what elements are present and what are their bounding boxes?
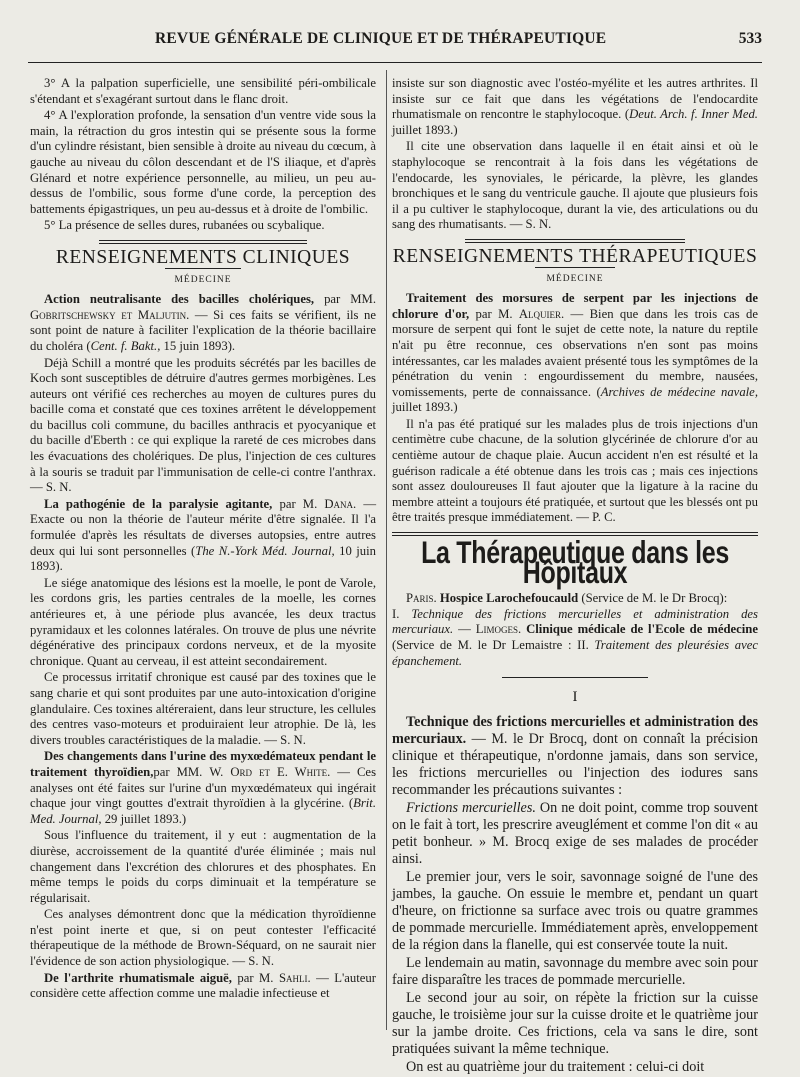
paragraph: Le premier jour, vers le soir, savonnage soigné de l'une des jambes, la gauche. On essuie le membre et, pendant un quart d'heure, on frictionne sa surface avec trois ou quatre grammes de pommade mercurielle. Immédiatement après, enveloppement de la région dans la flanelle, qui est conservée toute la nuit. [392,868,758,953]
journal-title: REVUE GÉNÉRALE DE CLINIQUE ET DE THÉRAPEUTIQUE [155,30,607,47]
article-authors: Dana. [324,496,357,511]
text: — Ces analyses ont été faites sur l'urine d'un myxœdémateux qui ingérait chaque jour vingt gouttes d'extrait thyroïdien à la glycérine. ( [30,764,377,811]
text: par M. [469,306,519,321]
column-divider [386,70,387,1030]
text: par MM. [314,292,376,307]
article-lead: De l'arthrite rhumatismale aiguë, [44,970,232,985]
text: — M. le Dr Brocq, dont on connaît la précision clinique et thérapeutique, n'ordonne jamais, dans son service, les frictions mercurielles ou l'injection des iodures sans recommander les précautions suivantes : [392,730,758,798]
paragraph: Il n'a pas été pratiqué sur les malades plus de trois injections d'un centimètre cube chacune, de la solution glycérinée de chlorure d'or au centième autour de chaque plaie. Aucun accident n'en est résulté et la guérison radicale a été obtenue dans les trois cas ; mais ces injections sont assez douloureuses Il faut ajouter que la ligature à la racine du membre atteint a toujours été pratiquée, et surtout que les blessés ont pu être traités presque immédiatement. — P. C. [392,416,758,525]
institution: Clinique médicale de l'Ecole de médecine [521,622,758,637]
paragraph: Il cite une observation dans laquelle il en était ainsi et où le staphylocoque se rencontrait à la fois dans les végétations de l'endocarde, les synoviales, le péricarde, la plèvre, les glandes bronchiques et le sang du ventricule gauche. Il ajoute que plusieurs fois il a pu cultiver le staphylocoque, durant la vie, des articulations ou du sang des rhumatisants. — S. N. [392,139,758,232]
reference: Cent. f. Bakt., [90,338,161,353]
paragraph: Déjà Schill a montré que les produits sécrétés par les bacilles de Koch sont susceptibles de détruire d'autres germes morbigènes. Les auteurs ont vérifié ces recherches au moyen de cultures pures du bacille coma et constaté que ces toxines arrêtent le développement du bacillus coli commune, du bacilles anthracis et pyocyanique et du bacille d'Eberth : ce qui explique la rareté de ces microbes dans les évacuations des cholériques. De plus, l'injection de ces cultures à la souris se traduit par l'immunisation de celle-ci contre l'anthrax. — S. N. [30,355,376,495]
hospital-section-title: La Thérapeutique dans les Hôpitaux [421,535,729,590]
section-subtitle: MÉDECINE [546,273,604,284]
running-head [0,30,800,52]
article-arthrite [30,971,376,1002]
roman-numeral: I [572,689,578,706]
text: (Service de M. le Dr Brocq): [578,591,728,606]
paragraph: 5° La présence de selles dures, rubanées ou scybalique. [44,218,325,233]
right-column [392,76,758,1077]
article-lead: Traitement des morsures de serpent par les injections de chlorure d'or, [392,291,758,321]
page-number: 533 [738,30,762,47]
article-myxoedeme [30,749,376,827]
text: — Si ces faits se vérifient, ils ne sont point de nature à faciliter l'explication de la théorie bacillaire du choléra ( [30,307,377,353]
article-paralysie [30,497,376,575]
article-serpent [392,291,758,416]
city: Paris. [406,591,437,606]
article-authors: Sahli. [278,970,311,985]
paragraph: 3° A la palpation superficielle, une sensibilité péri-ombilicale s'étendant et s'exagérant surtout dans le flanc droit. [30,76,376,106]
institution: Hospice Larochefoucauld [436,591,579,606]
separator-rule [502,677,648,678]
text: insiste sur son diagnostic avec l'ostéo-myélite et les autres arthrites. Il insiste sur ce fait que dans les végétations de l'endocardite rhumatismale on rencontre le staphylocoque. ( [392,76,758,122]
text: par MM. [153,764,210,779]
double-rule [99,240,307,244]
text: — Bien que dans les trois cas de morsure de serpent qui font le sujet de cette note, la nature du reptile n'ait pu être reconnue, ces observations n'en sont pas moins intéressantes, car les malades avaient présenté tous les symptômes de la pénétration du venin : engourdissement du membre, nausées, vomissements, perte de connaissance. ( [392,306,758,399]
paragraph: Le lendemain au matin, savonnage du membre avec soin pour faire disparaître les traces de pommade mercurielle. [392,954,758,988]
text: — Exacte ou non la théorie de l'auteur mérite d'être signalée. Il l'a formulée d'après les résultats de diverses autopsies, entre autres deux qui lui sont personnelles ( [30,496,377,558]
paragraph: On est au quatrième jour du traitement : celui-ci doit [406,1058,705,1075]
text: On ne doit point, comme trop souvent on le fait à tort, les prescrire aveuglément et comme l'on dit « au petit bonheur. » M. Brocq exige de ses malades de procéder ainsi. [392,799,758,867]
hospital-summary [392,591,758,669]
reference: The N.-York Méd. Journal, [195,543,335,558]
city: — Limoges. [453,622,522,637]
article-lead: Des changements dans l'urine des myxœdémateux pendant le traitement thyroïdien, [30,749,376,779]
text: — L'auteur considère cette affection comme une maladie infectieuse et [30,970,376,1001]
paragraph: Ces analyses démontrent donc que la médication thyroïdienne n'est point inerte et que, si on peut contester l'efficacité thérapeutique de la méthode de Brown-Séquard, on ne saurait nier l'évidence de son action physiologique. — S. N. [30,907,376,969]
topic: Traitement des pleurésies avec épanchement. [392,638,758,668]
paragraph [392,714,758,799]
section-title: RENSEIGNEMENTS CLINIQUES [55,246,351,268]
article-lead: Action neutralisante des bacilles cholériques, [44,292,315,307]
article-authors: W. Ord et E. White. [209,764,331,779]
paragraph: Le siége anatomique des lésions est la moelle, le pont de Varole, les cordons gris, les parties centrales de la moelle, les cornes antérieures et, à une période plus avancée, les deux tractus pyramidaux et les colonnes latérales. On trouve de plus une névrite dégénérative des principaux cordons nerveux, et de la myosite chronique. Quant au cerveau, il est atteint secondairement. [30,575,376,668]
paragraph-continued [392,76,758,138]
paragraph: Le second jour au soir, on répète la friction sur la cuisse gauche, le troisième jour sur la cuisse droite et le quatrième jour sur la jambe droite. Ces frictions, cela va sans le dire, sont pratiquées suivant la même technique. [392,989,758,1057]
paragraph: Sous l'influence du traitement, il y eut : augmentation de la diurèse, accroissement de la quantité d'urée éliminée ; mais nul changement dans l'excrétion des chlorures et des phosphates. En même temps le poids du corps diminuait et la température se régularisait. [30,828,376,905]
double-rule [465,239,685,243]
paragraph [392,800,758,868]
article-authors: Alquier. [518,306,565,321]
text: 15 juin 1893). [160,338,236,353]
reference: Deut. Arch. f. Inner Med. [629,107,758,122]
subheading: Frictions mercurielles. [406,799,536,816]
header-rule [28,62,762,63]
section-header-clinical [30,240,376,288]
paragraph: 4° A l'exploration profonde, la sensation d'un ventre vide sous la main, la rétraction du gros intestin qui se présente sous la forme d'un cylindre résistant, bien sensible à droite au niveau du cœcum, à gauche au niveau du côlon descendant et de l'S iliaque, et d'après Glénard et notre expérience personnelle, au milieu, un peu au-dessus de l'ombilic, sous forme d'une corde, la perception des battements épigastriques, un peu au-dessus et à droite de l'ombilic. [30,108,376,216]
text: juillet 1893.) [392,400,458,415]
article-lead: Technique des frictions mercurielles et administration des mercuriaux. [392,713,758,747]
text: juillet 1893.) [392,122,458,137]
text: 10 juin 1893). [30,543,376,574]
text: I. [392,606,412,621]
article-authors: Gobritschewsky et Maljutin. [30,307,190,322]
reference: Brit. Med. Journal, [30,796,376,826]
text: (Service de M. le Dr Lemaistre : II. [392,638,595,652]
article-cholera [30,292,376,354]
reference: Archives de médecine navale, [600,384,758,399]
left-column [30,76,376,1003]
hospital-article [392,714,758,1076]
section-subtitle: MÉDECINE [174,274,232,285]
topic: Technique des frictions mercurielles et administration des mercuriaux. [392,606,758,637]
text: par M. [231,970,279,985]
paragraph: Ce processus irritatif chronique est causé par des toxines que le sang charie et qui sont produites par une auto-intoxication d'origine glandulaire. Ces toxines altéreraient, dans leur structure, les cellules des centres vaso-moteurs et produiraient leur atrophie. De là, les divers troubles caractéristiques de la maladie. — S. N. [30,670,376,747]
text: 29 juillet 1893.) [101,811,187,826]
section-title: RENSEIGNEMENTS THÉRAPEUTIQUES [392,245,758,267]
text: par M. [272,496,325,511]
section-header-therapeutic [392,239,758,287]
article-lead: La pathogénie de la paralysie agitante, [44,496,273,511]
hospital-section [392,532,758,706]
